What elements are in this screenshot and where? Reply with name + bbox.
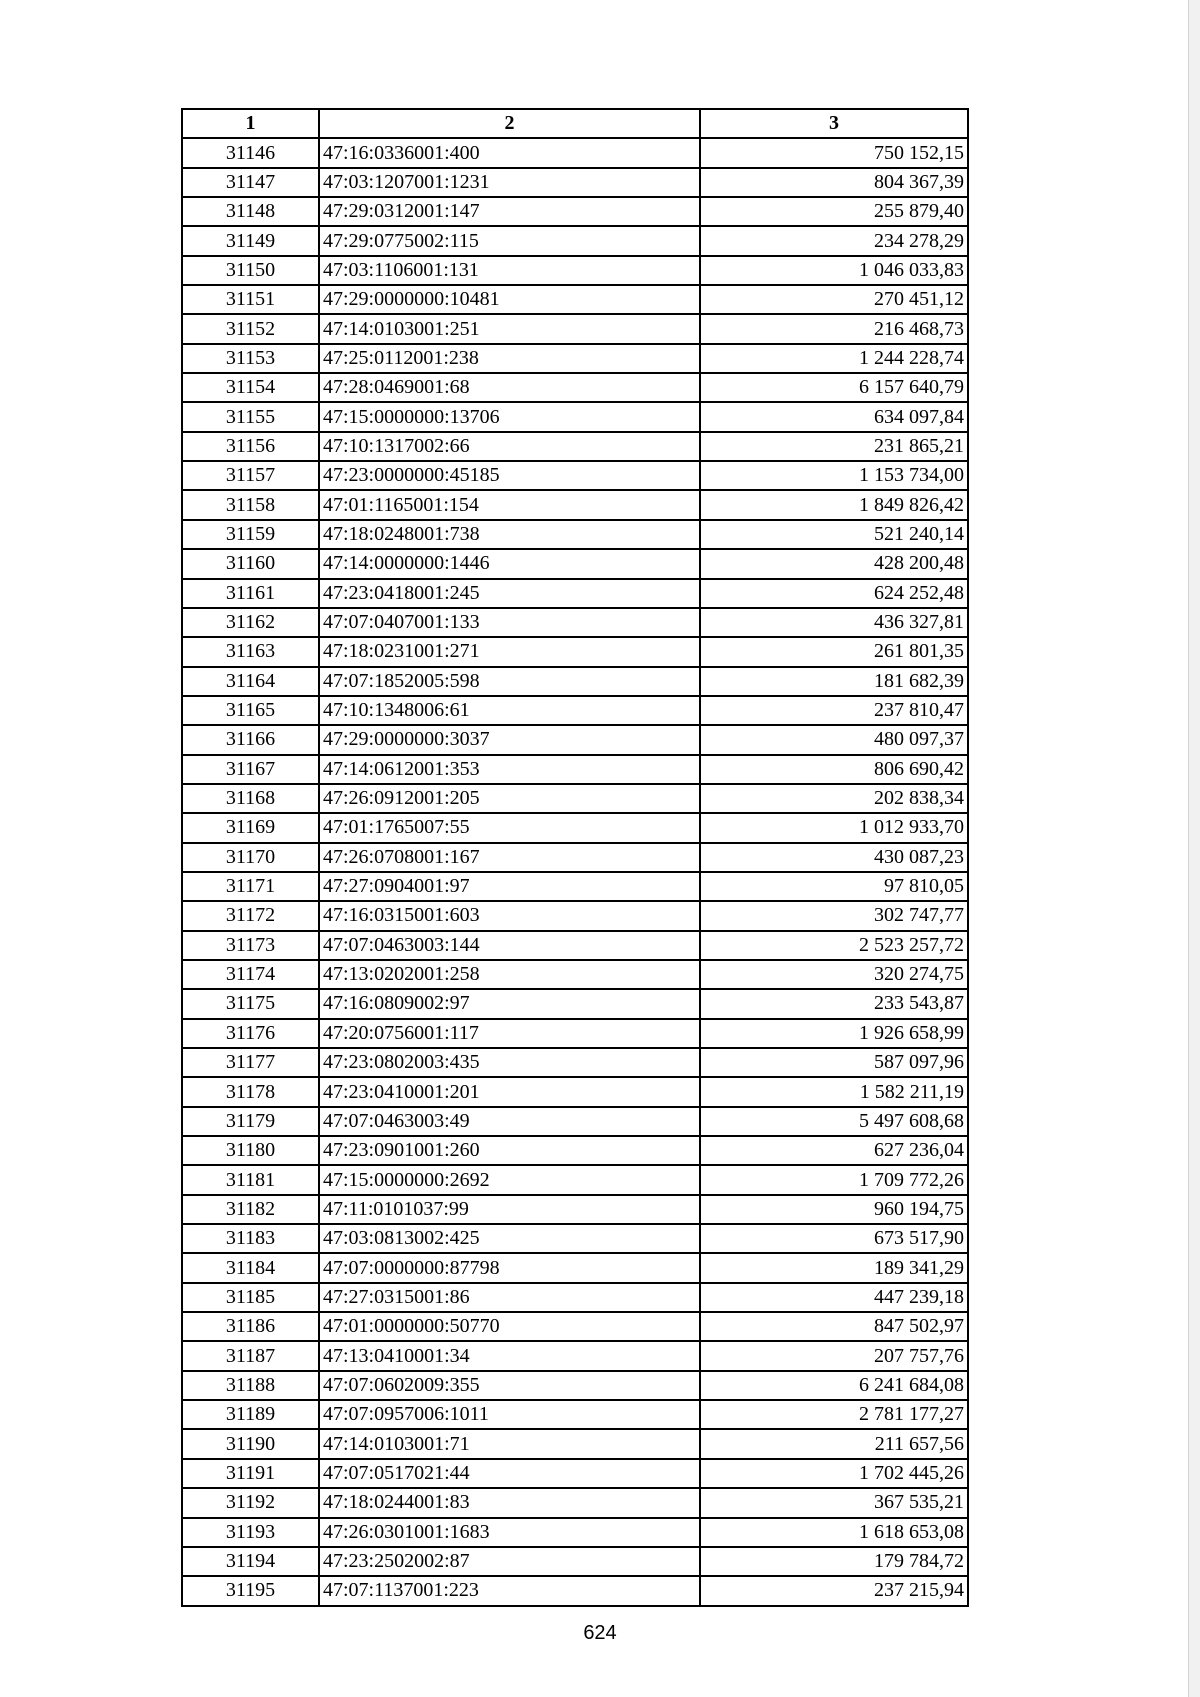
value-cell: 627 236,04 bbox=[700, 1136, 968, 1165]
cadastral-number-cell: 47:07:0957006:1011 bbox=[319, 1400, 700, 1429]
row-number-cell: 31147 bbox=[182, 168, 319, 197]
table-row bbox=[182, 872, 968, 901]
table-row bbox=[182, 1283, 968, 1312]
table-row bbox=[182, 608, 968, 637]
table-row bbox=[182, 1371, 968, 1400]
cadastral-number-cell: 47:14:0103001:71 bbox=[319, 1429, 700, 1458]
column-header-1: 1 bbox=[182, 109, 319, 138]
cadastral-number-cell: 47:26:0912001:205 bbox=[319, 784, 700, 813]
value-cell: 6 157 640,79 bbox=[700, 373, 968, 402]
value-cell: 1 702 445,26 bbox=[700, 1459, 968, 1488]
cadastral-number-cell: 47:07:0000000:87798 bbox=[319, 1253, 700, 1282]
table-row bbox=[182, 637, 968, 666]
row-number-cell: 31169 bbox=[182, 813, 319, 842]
value-cell: 587 097,96 bbox=[700, 1048, 968, 1077]
value-cell: 634 097,84 bbox=[700, 402, 968, 431]
row-number-cell: 31174 bbox=[182, 960, 319, 989]
table-row bbox=[182, 1576, 968, 1605]
table-row bbox=[182, 402, 968, 431]
row-number-cell: 31161 bbox=[182, 579, 319, 608]
row-number-cell: 31151 bbox=[182, 285, 319, 314]
cadastral-number-cell: 47:10:1348006:61 bbox=[319, 696, 700, 725]
value-cell: 234 278,29 bbox=[700, 226, 968, 255]
row-number-cell: 31163 bbox=[182, 637, 319, 666]
row-number-cell: 31159 bbox=[182, 520, 319, 549]
cadastral-number-cell: 47:13:0410001:34 bbox=[319, 1341, 700, 1370]
value-cell: 1 046 033,83 bbox=[700, 256, 968, 285]
cadastral-number-cell: 47:07:0463003:49 bbox=[319, 1107, 700, 1136]
value-cell: 2 781 177,27 bbox=[700, 1400, 968, 1429]
cadastral-number-cell: 47:01:0000000:50770 bbox=[319, 1312, 700, 1341]
row-number-cell: 31150 bbox=[182, 256, 319, 285]
row-number-cell: 31173 bbox=[182, 931, 319, 960]
row-number-cell: 31166 bbox=[182, 725, 319, 754]
value-cell: 5 497 608,68 bbox=[700, 1107, 968, 1136]
value-cell: 1 012 933,70 bbox=[700, 813, 968, 842]
row-number-cell: 31162 bbox=[182, 608, 319, 637]
value-cell: 521 240,14 bbox=[700, 520, 968, 549]
cadastral-number-cell: 47:10:1317002:66 bbox=[319, 432, 700, 461]
cadastral-number-cell: 47:07:1137001:223 bbox=[319, 1576, 700, 1605]
data-table bbox=[181, 108, 969, 1607]
table-row bbox=[182, 784, 968, 813]
cadastral-number-cell: 47:11:0101037:99 bbox=[319, 1195, 700, 1224]
row-number-cell: 31170 bbox=[182, 843, 319, 872]
value-cell: 216 468,73 bbox=[700, 314, 968, 343]
cadastral-number-cell: 47:14:0000000:1446 bbox=[319, 549, 700, 578]
table-row bbox=[182, 373, 968, 402]
cadastral-number-cell: 47:03:1106001:131 bbox=[319, 256, 700, 285]
table-row bbox=[182, 490, 968, 519]
row-number-cell: 31186 bbox=[182, 1312, 319, 1341]
row-number-cell: 31194 bbox=[182, 1547, 319, 1576]
table-row bbox=[182, 1312, 968, 1341]
value-cell: 302 747,77 bbox=[700, 901, 968, 930]
cadastral-number-cell: 47:29:0000000:10481 bbox=[319, 285, 700, 314]
cadastral-number-cell: 47:07:1852005:598 bbox=[319, 667, 700, 696]
table-row bbox=[182, 1019, 968, 1048]
row-number-cell: 31184 bbox=[182, 1253, 319, 1282]
value-cell: 211 657,56 bbox=[700, 1429, 968, 1458]
value-cell: 673 517,90 bbox=[700, 1224, 968, 1253]
table-row bbox=[182, 989, 968, 1018]
value-cell: 261 801,35 bbox=[700, 637, 968, 666]
table-row bbox=[182, 1341, 968, 1370]
table-row bbox=[182, 696, 968, 725]
row-number-cell: 31177 bbox=[182, 1048, 319, 1077]
table-row bbox=[182, 285, 968, 314]
value-cell: 320 274,75 bbox=[700, 960, 968, 989]
row-number-cell: 31192 bbox=[182, 1488, 319, 1517]
cadastral-number-cell: 47:18:0248001:738 bbox=[319, 520, 700, 549]
table-row bbox=[182, 520, 968, 549]
row-number-cell: 31156 bbox=[182, 432, 319, 461]
table-row bbox=[182, 1195, 968, 1224]
table-header-row bbox=[182, 109, 968, 138]
value-cell: 750 152,15 bbox=[700, 138, 968, 167]
cadastral-number-cell: 47:03:1207001:1231 bbox=[319, 168, 700, 197]
value-cell: 1 153 734,00 bbox=[700, 461, 968, 490]
cadastral-number-cell: 47:23:0410001:201 bbox=[319, 1077, 700, 1106]
value-cell: 270 451,12 bbox=[700, 285, 968, 314]
cadastral-number-cell: 47:07:0602009:355 bbox=[319, 1371, 700, 1400]
table-row bbox=[182, 1488, 968, 1517]
cadastral-number-cell: 47:27:0315001:86 bbox=[319, 1283, 700, 1312]
cadastral-number-cell: 47:28:0469001:68 bbox=[319, 373, 700, 402]
row-number-cell: 31160 bbox=[182, 549, 319, 578]
value-cell: 237 215,94 bbox=[700, 1576, 968, 1605]
cadastral-number-cell: 47:01:1165001:154 bbox=[319, 490, 700, 519]
row-number-cell: 31189 bbox=[182, 1400, 319, 1429]
row-number-cell: 31152 bbox=[182, 314, 319, 343]
value-cell: 189 341,29 bbox=[700, 1253, 968, 1282]
column-header-3: 3 bbox=[700, 109, 968, 138]
row-number-cell: 31193 bbox=[182, 1518, 319, 1547]
table-row bbox=[182, 461, 968, 490]
cadastral-number-cell: 47:20:0756001:117 bbox=[319, 1019, 700, 1048]
row-number-cell: 31195 bbox=[182, 1576, 319, 1605]
table-row bbox=[182, 138, 968, 167]
row-number-cell: 31157 bbox=[182, 461, 319, 490]
value-cell: 960 194,75 bbox=[700, 1195, 968, 1224]
row-number-cell: 31168 bbox=[182, 784, 319, 813]
value-cell: 447 239,18 bbox=[700, 1283, 968, 1312]
table-row bbox=[182, 579, 968, 608]
page-number: 624 bbox=[583, 1622, 617, 1644]
value-cell: 804 367,39 bbox=[700, 168, 968, 197]
table-row bbox=[182, 549, 968, 578]
cadastral-number-cell: 47:16:0315001:603 bbox=[319, 901, 700, 930]
cadastral-number-cell: 47:23:0000000:45185 bbox=[319, 461, 700, 490]
cadastral-number-cell: 47:29:0775002:115 bbox=[319, 226, 700, 255]
table-row bbox=[182, 1547, 968, 1576]
value-cell: 480 097,37 bbox=[700, 725, 968, 754]
cadastral-number-cell: 47:16:0336001:400 bbox=[319, 138, 700, 167]
table-row bbox=[182, 1224, 968, 1253]
value-cell: 428 200,48 bbox=[700, 549, 968, 578]
row-number-cell: 31185 bbox=[182, 1283, 319, 1312]
value-cell: 97 810,05 bbox=[700, 872, 968, 901]
table-row bbox=[182, 667, 968, 696]
table-row bbox=[182, 1136, 968, 1165]
table-row bbox=[182, 813, 968, 842]
row-number-cell: 31148 bbox=[182, 197, 319, 226]
table-row bbox=[182, 1107, 968, 1136]
row-number-cell: 31155 bbox=[182, 402, 319, 431]
row-number-cell: 31164 bbox=[182, 667, 319, 696]
row-number-cell: 31149 bbox=[182, 226, 319, 255]
value-cell: 806 690,42 bbox=[700, 755, 968, 784]
value-cell: 233 543,87 bbox=[700, 989, 968, 1018]
table-row bbox=[182, 197, 968, 226]
cadastral-number-cell: 47:16:0809002:97 bbox=[319, 989, 700, 1018]
value-cell: 1 709 772,26 bbox=[700, 1165, 968, 1194]
cadastral-number-cell: 47:18:0244001:83 bbox=[319, 1488, 700, 1517]
cadastral-number-cell: 47:26:0301001:1683 bbox=[319, 1518, 700, 1547]
cadastral-number-cell: 47:03:0813002:425 bbox=[319, 1224, 700, 1253]
cadastral-number-cell: 47:14:0612001:353 bbox=[319, 755, 700, 784]
value-cell: 367 535,21 bbox=[700, 1488, 968, 1517]
cadastral-number-cell: 47:25:0112001:238 bbox=[319, 344, 700, 373]
row-number-cell: 31171 bbox=[182, 872, 319, 901]
value-cell: 1 618 653,08 bbox=[700, 1518, 968, 1547]
table-row bbox=[182, 755, 968, 784]
row-number-cell: 31191 bbox=[182, 1459, 319, 1488]
table-row bbox=[182, 901, 968, 930]
value-cell: 1 849 826,42 bbox=[700, 490, 968, 519]
row-number-cell: 31175 bbox=[182, 989, 319, 1018]
value-cell: 847 502,97 bbox=[700, 1312, 968, 1341]
row-number-cell: 31190 bbox=[182, 1429, 319, 1458]
cadastral-number-cell: 47:01:1765007:55 bbox=[319, 813, 700, 842]
value-cell: 1 926 658,99 bbox=[700, 1019, 968, 1048]
row-number-cell: 31165 bbox=[182, 696, 319, 725]
value-cell: 237 810,47 bbox=[700, 696, 968, 725]
value-cell: 1 244 228,74 bbox=[700, 344, 968, 373]
cadastral-number-cell: 47:23:0901001:260 bbox=[319, 1136, 700, 1165]
value-cell: 6 241 684,08 bbox=[700, 1371, 968, 1400]
row-number-cell: 31146 bbox=[182, 138, 319, 167]
row-number-cell: 31167 bbox=[182, 755, 319, 784]
row-number-cell: 31172 bbox=[182, 901, 319, 930]
cadastral-number-cell: 47:07:0463003:144 bbox=[319, 931, 700, 960]
cadastral-number-cell: 47:14:0103001:251 bbox=[319, 314, 700, 343]
cadastral-number-cell: 47:29:0312001:147 bbox=[319, 197, 700, 226]
page-edge-scrollbar bbox=[1188, 0, 1200, 1697]
value-cell: 1 582 211,19 bbox=[700, 1077, 968, 1106]
value-cell: 207 757,76 bbox=[700, 1341, 968, 1370]
table-row bbox=[182, 1400, 968, 1429]
table-row bbox=[182, 1518, 968, 1547]
table-body bbox=[182, 138, 968, 1605]
value-cell: 202 838,34 bbox=[700, 784, 968, 813]
row-number-cell: 31182 bbox=[182, 1195, 319, 1224]
value-cell: 436 327,81 bbox=[700, 608, 968, 637]
table-row bbox=[182, 960, 968, 989]
table-row bbox=[182, 1429, 968, 1458]
table-row bbox=[182, 1253, 968, 1282]
table-row bbox=[182, 1459, 968, 1488]
row-number-cell: 31181 bbox=[182, 1165, 319, 1194]
value-cell: 179 784,72 bbox=[700, 1547, 968, 1576]
row-number-cell: 31176 bbox=[182, 1019, 319, 1048]
cadastral-number-cell: 47:29:0000000:3037 bbox=[319, 725, 700, 754]
value-cell: 430 087,23 bbox=[700, 843, 968, 872]
row-number-cell: 31154 bbox=[182, 373, 319, 402]
cadastral-number-cell: 47:18:0231001:271 bbox=[319, 637, 700, 666]
value-cell: 231 865,21 bbox=[700, 432, 968, 461]
cadastral-number-cell: 47:07:0407001:133 bbox=[319, 608, 700, 637]
table-row bbox=[182, 256, 968, 285]
table-row bbox=[182, 344, 968, 373]
value-cell: 624 252,48 bbox=[700, 579, 968, 608]
cadastral-number-cell: 47:13:0202001:258 bbox=[319, 960, 700, 989]
value-cell: 255 879,40 bbox=[700, 197, 968, 226]
table-row bbox=[182, 725, 968, 754]
cadastral-number-cell: 47:07:0517021:44 bbox=[319, 1459, 700, 1488]
table-row bbox=[182, 1165, 968, 1194]
table-row bbox=[182, 432, 968, 461]
row-number-cell: 31183 bbox=[182, 1224, 319, 1253]
table-row bbox=[182, 931, 968, 960]
table-row bbox=[182, 1077, 968, 1106]
table-row bbox=[182, 168, 968, 197]
table-row bbox=[182, 226, 968, 255]
cadastral-number-cell: 47:27:0904001:97 bbox=[319, 872, 700, 901]
row-number-cell: 31153 bbox=[182, 344, 319, 373]
table-row bbox=[182, 1048, 968, 1077]
table-row bbox=[182, 314, 968, 343]
column-header-2: 2 bbox=[319, 109, 700, 138]
value-cell: 2 523 257,72 bbox=[700, 931, 968, 960]
cadastral-number-cell: 47:26:0708001:167 bbox=[319, 843, 700, 872]
row-number-cell: 31158 bbox=[182, 490, 319, 519]
cadastral-number-cell: 47:23:2502002:87 bbox=[319, 1547, 700, 1576]
row-number-cell: 31179 bbox=[182, 1107, 319, 1136]
row-number-cell: 31178 bbox=[182, 1077, 319, 1106]
value-cell: 181 682,39 bbox=[700, 667, 968, 696]
cadastral-number-cell: 47:23:0802003:435 bbox=[319, 1048, 700, 1077]
row-number-cell: 31187 bbox=[182, 1341, 319, 1370]
cadastral-number-cell: 47:23:0418001:245 bbox=[319, 579, 700, 608]
table-row bbox=[182, 843, 968, 872]
cadastral-number-cell: 47:15:0000000:13706 bbox=[319, 402, 700, 431]
row-number-cell: 31180 bbox=[182, 1136, 319, 1165]
row-number-cell: 31188 bbox=[182, 1371, 319, 1400]
cadastral-number-cell: 47:15:0000000:2692 bbox=[319, 1165, 700, 1194]
